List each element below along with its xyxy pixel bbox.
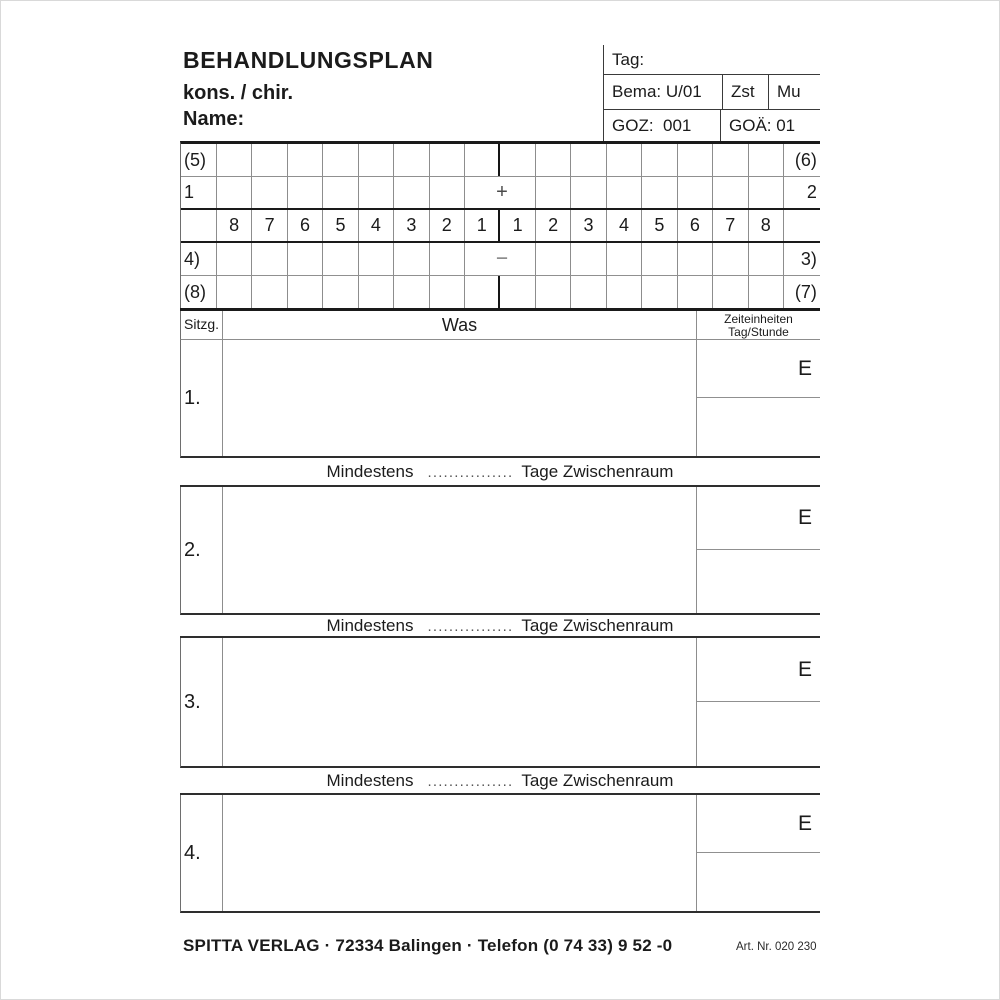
tooth-cell <box>252 144 287 176</box>
tooth-cell <box>288 276 323 308</box>
tooth-cell <box>571 276 606 308</box>
interval-note-post: Tage Zwischenraum <box>521 615 674 635</box>
tooth-cell <box>678 243 713 275</box>
form-subtitle: kons. / chir. <box>183 82 294 104</box>
tooth-cell <box>607 144 642 176</box>
quadrant-label-left: 4) <box>181 243 217 275</box>
session-row-1 <box>180 340 820 458</box>
tooth-cell <box>430 144 465 176</box>
goz-row <box>604 110 820 141</box>
column-header-sitzg: Sitzg. <box>181 311 223 339</box>
tooth-cell <box>571 144 606 176</box>
time-units-lower-cell <box>697 702 820 766</box>
tooth-cell <box>359 177 394 208</box>
tooth-cell <box>394 243 429 275</box>
quadrant-label-left <box>181 210 217 241</box>
tooth-cell <box>536 243 571 275</box>
tooth-cell <box>642 243 677 275</box>
quadrant-label-right <box>784 210 820 241</box>
time-units-lower-cell <box>697 853 820 911</box>
tooth-number-cell: 1 <box>465 210 500 241</box>
treatment-entry-area <box>223 487 697 613</box>
tooth-cell <box>465 177 500 208</box>
interval-dotted-line: ................ <box>427 773 514 790</box>
tooth-cell <box>217 177 252 208</box>
treatment-table <box>180 308 820 913</box>
session-row-4 <box>180 795 820 913</box>
form-title: BEHANDLUNGSPLAN <box>183 47 434 73</box>
session-row-3 <box>180 638 820 768</box>
time-units-lower-cell <box>697 398 820 456</box>
interval-dotted-line: ................ <box>427 618 514 635</box>
tooth-cell <box>217 276 252 308</box>
tooth-number-cell: 8 <box>217 210 252 241</box>
tooth-cell <box>642 144 677 176</box>
tooth-number-cell: 4 <box>359 210 394 241</box>
tooth-cell <box>252 177 287 208</box>
tooth-cell <box>359 243 394 275</box>
time-units-cell <box>697 638 820 766</box>
interval-note-pre: Mindestens <box>326 770 414 790</box>
time-units-cell <box>697 487 820 613</box>
publisher-line: SPITTA VERLAG · 72334 Balingen · Telefon (0 74 33) 9 52 -0 <box>183 936 673 955</box>
tooth-cell <box>430 177 465 208</box>
interval-note <box>180 615 820 638</box>
zst-label: Zst <box>723 75 769 109</box>
quadrant-label-right: (7) <box>794 281 817 302</box>
session-number: 3. <box>181 638 223 766</box>
tooth-cell <box>288 243 323 275</box>
tooth-number-cell: 2 <box>430 210 465 241</box>
goz-label: GOZ: 001 <box>604 110 721 141</box>
tooth-cell <box>713 243 748 275</box>
interval-note <box>180 458 820 487</box>
tooth-cell <box>536 144 571 176</box>
tooth-cell <box>749 144 784 176</box>
tooth-cell <box>749 276 784 308</box>
tooth-cell <box>678 276 713 308</box>
tooth-cell <box>288 177 323 208</box>
time-units-cell <box>697 340 820 456</box>
tooth-cell <box>323 276 358 308</box>
tooth-cell <box>430 276 465 308</box>
tooth-cell <box>607 177 642 208</box>
tag-label: Tag: <box>612 49 645 69</box>
minus-sign: − <box>495 247 509 270</box>
column-header-zeiteinheiten <box>697 311 820 339</box>
interval-note-post: Tage Zwischenraum <box>521 770 674 790</box>
tooth-cell <box>713 177 748 208</box>
tooth-cell <box>430 243 465 275</box>
tooth-cell <box>288 144 323 176</box>
tooth-row-r5 <box>181 276 820 308</box>
treatment-entry-area <box>223 340 697 456</box>
tooth-cell <box>678 144 713 176</box>
billing-info-box <box>603 45 820 141</box>
tooth-cell <box>536 276 571 308</box>
time-unit-e: E <box>697 487 820 550</box>
plus-sign: + <box>496 181 508 203</box>
quadrant-label-left: 1 <box>181 177 217 208</box>
tooth-number-cell: 6 <box>678 210 713 241</box>
tooth-cell <box>642 276 677 308</box>
tooth-number-cell: 4 <box>607 210 642 241</box>
tooth-cell <box>536 177 571 208</box>
tooth-number-cell: 3 <box>394 210 429 241</box>
tooth-cell <box>571 243 606 275</box>
name-field-label: Name: <box>183 108 245 130</box>
time-units-lower-cell <box>697 550 820 613</box>
tooth-cell <box>607 243 642 275</box>
interval-note-pre: Mindestens <box>326 615 414 635</box>
tooth-cell <box>465 276 500 308</box>
tooth-cell <box>252 243 287 275</box>
tooth-cell <box>252 276 287 308</box>
time-units-cell <box>697 795 820 911</box>
zeit-header-line1: Zeiteinheiten <box>724 312 793 326</box>
bema-label: Bema: U/01 <box>604 75 723 109</box>
tooth-cell <box>607 276 642 308</box>
tooth-cell <box>500 276 535 308</box>
tooth-number-cell: 7 <box>252 210 287 241</box>
treatment-entry-area <box>223 795 697 911</box>
bema-row <box>604 75 820 110</box>
zeit-header-line2: Tag/Stunde <box>728 325 789 339</box>
tooth-row-r1 <box>181 144 820 177</box>
tooth-number-cell: 5 <box>642 210 677 241</box>
quadrant-label-left: (8) <box>181 276 217 308</box>
interval-note-post: Tage Zwischenraum <box>521 461 674 481</box>
treatment-entry-area <box>223 638 697 766</box>
tooth-number-cell: 3 <box>571 210 606 241</box>
time-unit-e: E <box>697 795 820 853</box>
tooth-cell <box>749 243 784 275</box>
tooth-cell <box>217 243 252 275</box>
tooth-cell <box>713 276 748 308</box>
mu-label: Mu <box>777 82 801 101</box>
tooth-cell <box>323 177 358 208</box>
session-number: 1. <box>181 340 223 456</box>
tooth-cell <box>359 276 394 308</box>
tooth-cell <box>394 276 429 308</box>
tooth-cell <box>749 177 784 208</box>
interval-note-pre: Mindestens <box>326 461 414 481</box>
tag-row <box>604 45 820 75</box>
tooth-cell <box>500 144 535 176</box>
tooth-cell <box>359 144 394 176</box>
tooth-cell <box>323 144 358 176</box>
interval-note <box>180 768 820 795</box>
tooth-row-r2 <box>181 177 820 210</box>
quadrant-label-left: (5) <box>181 144 217 176</box>
column-header-was: Was <box>223 311 697 339</box>
tooth-cell <box>394 177 429 208</box>
interval-dotted-line: ................ <box>427 464 514 481</box>
tooth-cell <box>571 177 606 208</box>
treatment-table-header <box>180 311 820 340</box>
tooth-number-cell: 8 <box>749 210 784 241</box>
tooth-cell <box>713 144 748 176</box>
tooth-number-cell: 6 <box>288 210 323 241</box>
tooth-number-cell: 7 <box>713 210 748 241</box>
tooth-cell <box>642 177 677 208</box>
tooth-chart-grid <box>180 141 820 308</box>
quadrant-label-right: 2 <box>806 182 817 202</box>
tooth-number-cell: 1 <box>500 210 535 241</box>
session-number: 4. <box>181 795 223 911</box>
tooth-cell <box>678 177 713 208</box>
tooth-row-r3 <box>181 210 820 243</box>
tooth-cell <box>217 144 252 176</box>
session-number: 2. <box>181 487 223 613</box>
tooth-cell <box>323 243 358 275</box>
tooth-cell <box>394 144 429 176</box>
tooth-number-cell: 2 <box>536 210 571 241</box>
session-row-2 <box>180 487 820 615</box>
tooth-cell <box>465 144 500 176</box>
time-unit-e: E <box>697 340 820 398</box>
time-unit-e: E <box>697 638 820 702</box>
tooth-row-r4 <box>181 243 820 276</box>
quadrant-label-right: 3) <box>800 248 817 269</box>
goa-label: GOÄ: 01 <box>729 115 796 135</box>
article-number: Art. Nr. 020 230 <box>736 941 817 953</box>
tooth-number-cell: 5 <box>323 210 358 241</box>
quadrant-label-right: (6) <box>794 149 817 170</box>
